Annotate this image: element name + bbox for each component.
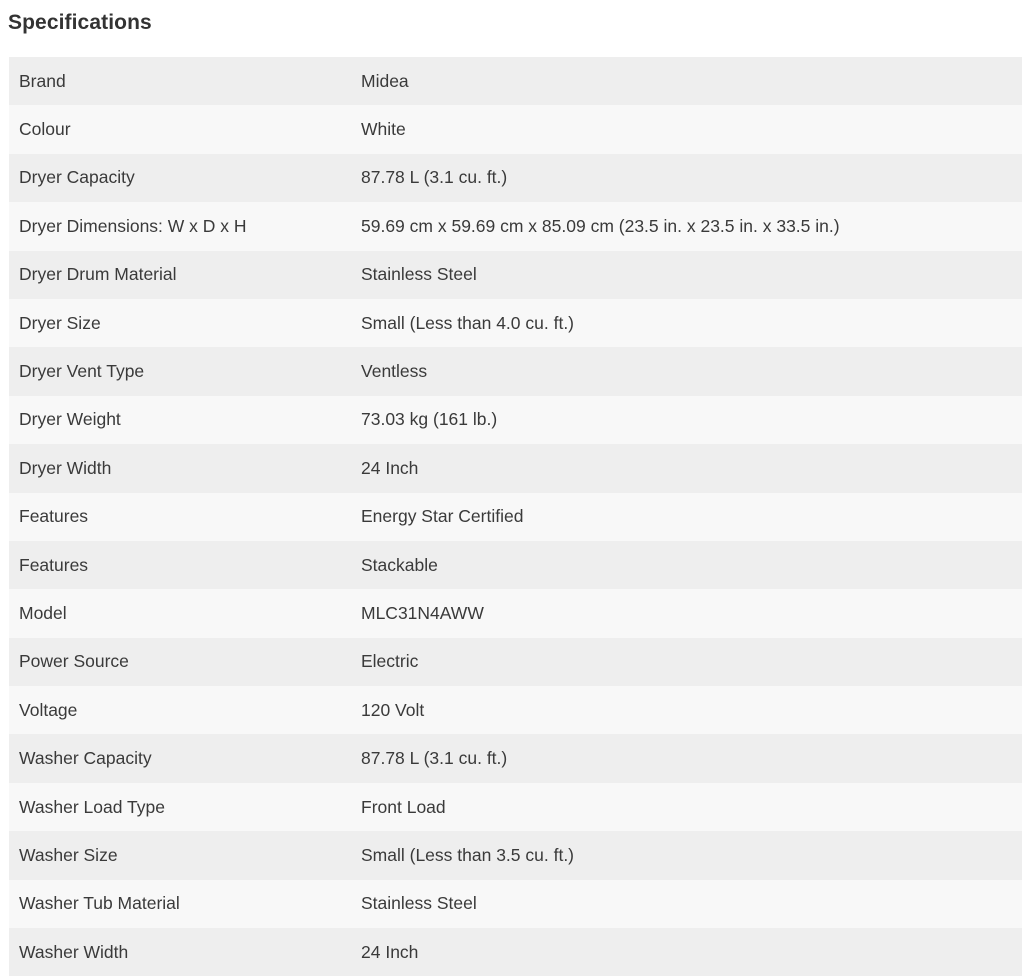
spec-row-colour: [9, 105, 1022, 153]
spec-label: Dryer Dimensions: W x D x H: [19, 215, 247, 236]
spec-label: Voltage: [19, 699, 78, 720]
spec-row-features: [9, 541, 1022, 589]
spec-value: White: [361, 119, 406, 140]
spec-label: Dryer Vent Type: [19, 361, 145, 382]
spec-row-washer-capacity: [9, 734, 1022, 782]
spec-value: 87.78 L (3.1 cu. ft.): [361, 167, 508, 188]
spec-row-brand: [9, 57, 1022, 105]
spec-label: Washer Tub Material: [19, 893, 180, 914]
spec-label: Dryer Size: [19, 312, 101, 333]
spec-label: Washer Capacity: [19, 748, 152, 769]
spec-value: Front Load: [361, 796, 446, 817]
spec-row-washer-tub-material: [9, 880, 1022, 928]
spec-row-dryer-drum-material: [9, 251, 1022, 299]
spec-row-washer-load-type: [9, 783, 1022, 831]
spec-label: Washer Load Type: [19, 796, 165, 817]
spec-label: Dryer Width: [19, 457, 112, 478]
spec-label: Colour: [19, 119, 71, 140]
spec-row-dryer-capacity: [9, 154, 1022, 202]
spec-value: Midea: [361, 70, 409, 91]
spec-value: Small (Less than 3.5 cu. ft.): [361, 844, 575, 865]
spec-value: Ventless: [361, 361, 428, 382]
spec-value: Energy Star Certified: [361, 506, 524, 527]
spec-value: 73.03 kg (161 lb.): [361, 409, 498, 430]
spec-row-model: [9, 589, 1022, 637]
spec-row-features: [9, 493, 1022, 541]
spec-row-washer-width: [9, 928, 1022, 976]
spec-row-dryer-dimensions: [9, 202, 1022, 250]
spec-row-dryer-width: [9, 444, 1022, 492]
spec-label: Washer Width: [19, 941, 129, 962]
specifications-table: [9, 57, 1022, 976]
specifications-table-body: [9, 57, 1022, 976]
spec-row-voltage: [9, 686, 1022, 734]
spec-label: Power Source: [19, 651, 129, 672]
spec-value: 120 Volt: [361, 699, 425, 720]
spec-value: Stainless Steel: [361, 893, 477, 914]
spec-value: Small (Less than 4.0 cu. ft.): [361, 312, 575, 333]
spec-value: 87.78 L (3.1 cu. ft.): [361, 748, 508, 769]
spec-label: Dryer Weight: [19, 409, 121, 430]
spec-value: 59.69 cm x 59.69 cm x 85.09 cm (23.5 in. x 23.5 in. x 33.5 in.): [361, 215, 840, 236]
spec-row-dryer-vent-type: [9, 347, 1022, 395]
spec-label: Washer Size: [19, 844, 118, 865]
spec-row-washer-size: [9, 831, 1022, 879]
spec-value: 24 Inch: [361, 941, 419, 962]
spec-label: Brand: [19, 70, 66, 91]
spec-value: Electric: [361, 651, 419, 672]
spec-row-power-source: [9, 638, 1022, 686]
spec-label: Features: [19, 506, 89, 527]
spec-value: MLC31N4AWW: [361, 602, 484, 623]
spec-value: Stainless Steel: [361, 264, 477, 285]
spec-label: Dryer Drum Material: [19, 264, 177, 285]
spec-row-dryer-weight: [9, 396, 1022, 444]
specifications-heading: Specifications: [8, 11, 152, 34]
spec-value: Stackable: [361, 554, 438, 575]
spec-row-dryer-size: [9, 299, 1022, 347]
spec-label: Dryer Capacity: [19, 167, 135, 188]
spec-value: 24 Inch: [361, 457, 419, 478]
spec-label: Model: [19, 602, 67, 623]
spec-label: Features: [19, 554, 89, 575]
